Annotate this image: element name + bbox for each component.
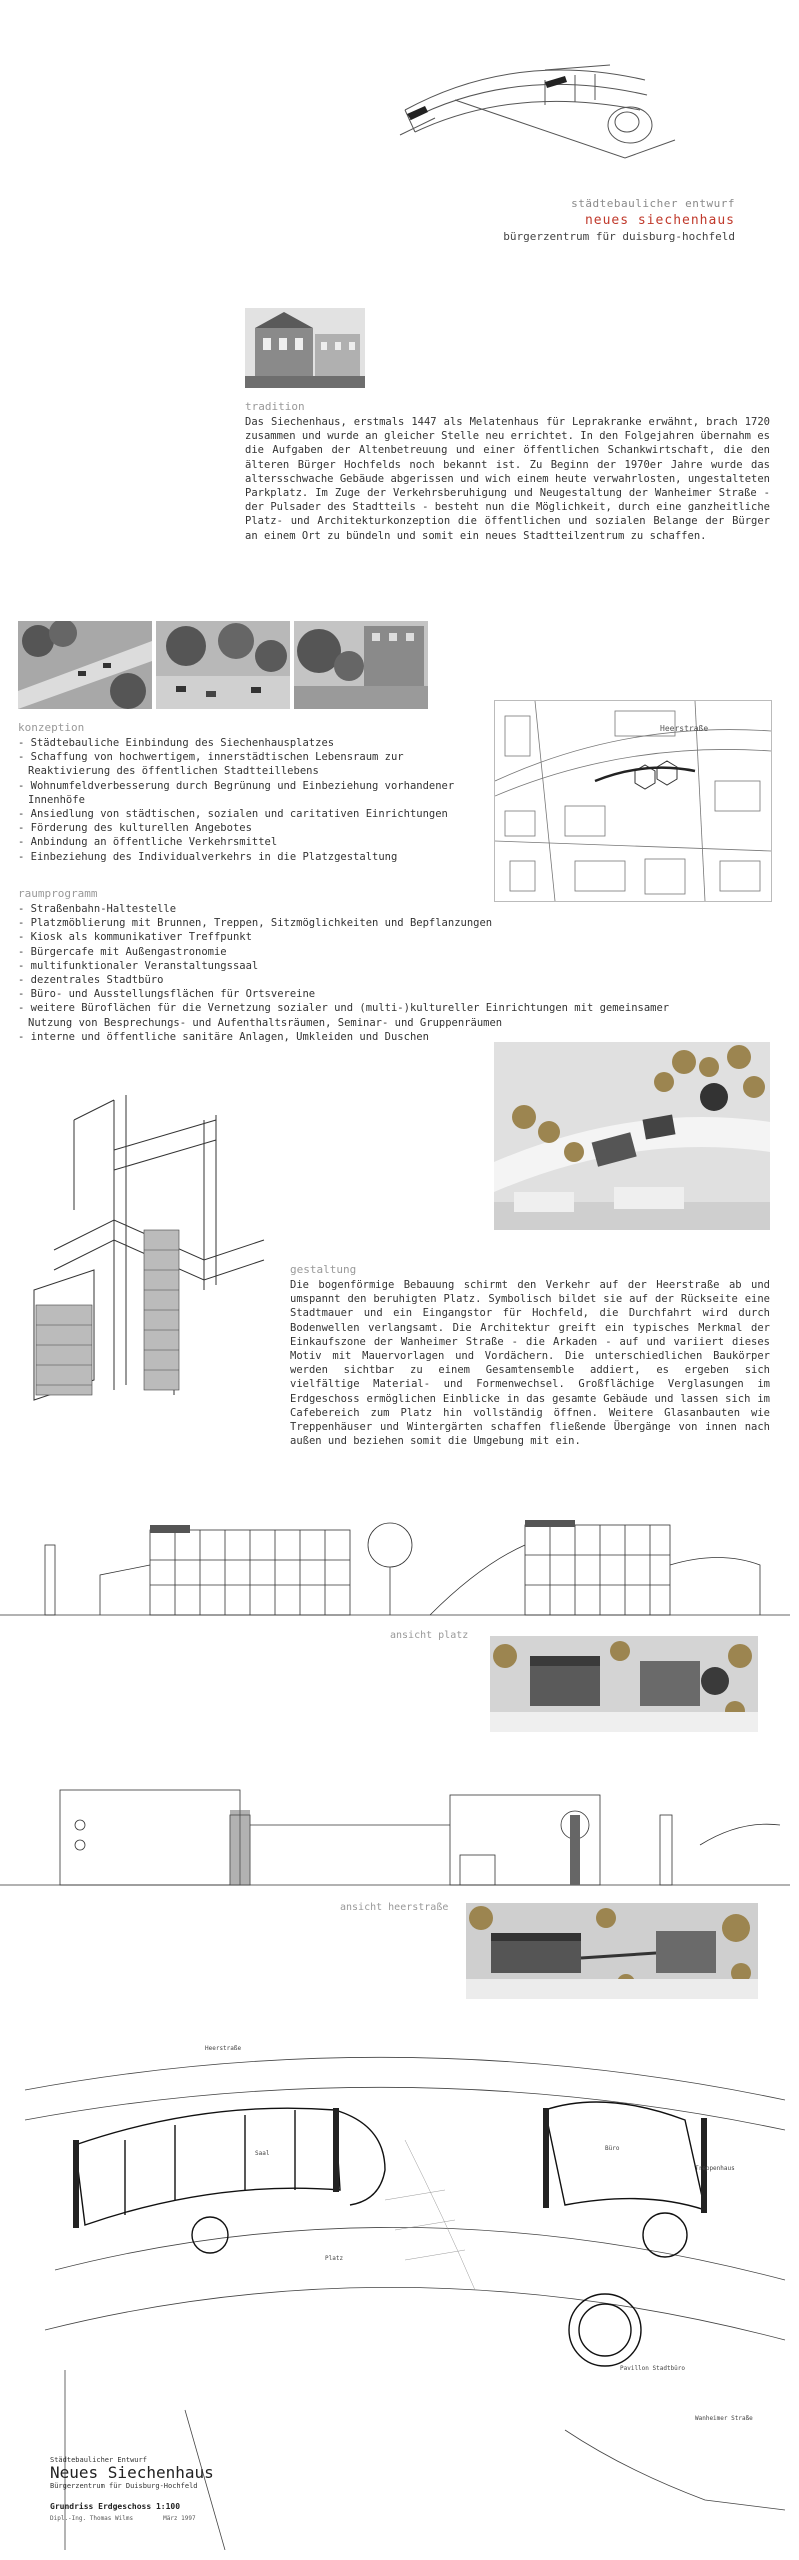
- street-photo-3: [294, 621, 428, 709]
- caption-ansicht-platz: ansicht platz: [390, 1630, 469, 1641]
- list-item: - Förderung des kulturellen Angebotes: [18, 821, 488, 835]
- list-item: - interne und öffentliche sanitäre Anlagen, Umkleiden und Duschen: [18, 1030, 678, 1044]
- street-photo-1: [18, 621, 152, 709]
- site-map: [494, 700, 772, 902]
- map-street-label: Heerstraße: [660, 724, 709, 733]
- list-item: - weitere Büroflächen für die Vernetzung sozialer und (multi-)kultureller Einrichtungen mit gemeinsamer Nutzung von Besprechungs- und Aufenthaltsräumen, Seminar- und Gruppenräumen: [18, 1001, 678, 1029]
- konzeption-title: konzeption: [18, 721, 85, 734]
- caption-ansicht-heerstrasse: ansicht heerstraße: [340, 1902, 449, 1913]
- header-title: neues siechenhaus: [584, 213, 735, 228]
- list-item: - Anbindung an öffentliche Verkehrsmittel: [18, 835, 488, 849]
- title-block-date: März 1997: [163, 2515, 196, 2522]
- raumprogramm-title: raumprogramm: [18, 887, 98, 900]
- elevation-heerstrasse: [0, 1765, 790, 1895]
- title-block-subtitle: Bürgerzentrum für Duisburg-Hochfeld: [50, 2482, 198, 2490]
- tradition-photo: [245, 308, 365, 388]
- gestaltung-title: gestaltung: [290, 1263, 357, 1276]
- isometric-section-drawing: [14, 1090, 284, 1410]
- plan-label-treppenhaus: Treppenhaus: [695, 2165, 735, 2172]
- header-subtitle: bürgerzentrum für duisburg-hochfeld: [503, 230, 735, 243]
- plan-label-pavillon: Pavillon Stadtbüro: [620, 2365, 686, 2372]
- header-sketch: [395, 40, 695, 165]
- list-item: - dezentrales Stadtbüro: [18, 973, 678, 987]
- title-block-title: Neues Siechenhaus: [50, 2463, 214, 2482]
- elevation-platz: [0, 1505, 790, 1625]
- list-item: - Kiosk als kommunikativer Treffpunkt: [18, 930, 678, 944]
- header-label: städtebaulicher entwurf: [571, 197, 735, 210]
- plan-label-platz: Platz: [325, 2255, 344, 2262]
- model-photo-1: [494, 1042, 770, 1230]
- list-item: - Ansiedlung von städtischen, sozialen und caritativen Einrichtungen: [18, 807, 488, 821]
- list-item: - Straßenbahn-Haltestelle: [18, 902, 678, 916]
- street-photo-2: [156, 621, 290, 709]
- list-item: - Schaffung von hochwertigem, innerstädtischen Lebensraum zur Reaktivierung des öffentlichen Stadtteillebens: [18, 750, 488, 778]
- title-block-label: Städtebaulicher Entwurf: [50, 2456, 147, 2464]
- list-item: - multifunktionaler Veranstaltungssaal: [18, 959, 678, 973]
- list-item: - Bürgercafe mit Außengastronomie: [18, 945, 678, 959]
- tradition-title: tradition: [245, 400, 305, 413]
- gestaltung-text: Die bogenförmige Bebauung schirmt den Verkehr auf der Heerstraße ab und umspannt den beruhigten Platz. Symbolisch bildet sie auf der Rückseite eine Stadtmauer und ein Eingangstor für Hochfeld, die Durchfahrt wird durch Bodenwellen verlangsamt. Die Architektur greift ein typisches Merkmal der Einkaufszone der Wanheimer Straße - die Arkaden - auf und variiert dieses Motiv mit Mauervorlagen und Vordächern. Die unterschiedlichen Baukörper werden sichtbar zu einem Gesamtensemble addiert, es ergeben sich vielfältige Material- und Formenwechsel. Großflächige Verglasungen im Erdgeschoss ermöglichen Einblicke in das gesamte Gebäude und lassen sich im Cafebereich zum Platz hin vollständig öffnen. Weitere Glasanbauten wie Treppenhäuser und Wintergärten schaffen fließende Übergänge von innen nach außen und beziehen somit die Umgebung mit ein.: [290, 1279, 770, 1448]
- konzeption-list: [18, 736, 488, 864]
- title-block-plan: Grundriss Erdgeschoss 1:100: [50, 2502, 181, 2511]
- plan-label-heerstrasse: Heerstraße: [205, 2045, 242, 2052]
- title-block-author: Dipl.-Ing. Thomas Wilms: [50, 2515, 134, 2522]
- list-item: - Büro- und Ausstellungsflächen für Ortsvereine: [18, 987, 678, 1001]
- tradition-text: Das Siechenhaus, erstmals 1447 als Melatenhaus für Leprakranke erwähnt, brach 1720 zusammen und wurde an gleicher Stelle neu errichtet. In den Folgejahren übernahm es die Aufgaben der Altenbetreuung und einer öffentlichen Schankwirtschaft, die den älteren Bürger Hochfelds noch bekannt ist. Zu Beginn der 1970er Jahre wurde das altersschwache Gebäude abgerissen und wich einem heute verwahrlosten, ungestalteten Parkplatz. Im Zuge der Verkehrsberuhigung und Neugestaltung der Wanheimer Straße - der Pulsader des Stadtteils - besteht nun die Möglichkeit, durch eine ganzheitliche Platz- und Architekturkonzeption die öffentlichen und sozialen Belange der Bürger an einem Ort zu bündeln und somit ein neues Stadtteilzentrum zu schaffen.: [245, 416, 770, 542]
- list-item: - Städtebauliche Einbindung des Siechenhausplatzes: [18, 736, 488, 750]
- list-item: - Platzmöblierung mit Brunnen, Treppen, Sitzmöglichkeiten und Bepflanzungen: [18, 916, 678, 930]
- plan-label-wanheimer: Wanheimer Straße: [695, 2415, 753, 2422]
- list-item: - Einbeziehung des Individualverkehrs in die Platzgestaltung: [18, 850, 488, 864]
- plan-label-saal: Saal: [255, 2150, 270, 2157]
- model-photo-2: [490, 1636, 758, 1732]
- list-item: - Wohnumfeldverbesserung durch Begrünung und Einbeziehung vorhandener Innenhöfe: [18, 779, 488, 807]
- plan-label-buero: Büro: [605, 2145, 620, 2152]
- raumprogramm-list: [18, 902, 678, 1044]
- model-photo-3: [466, 1903, 758, 1999]
